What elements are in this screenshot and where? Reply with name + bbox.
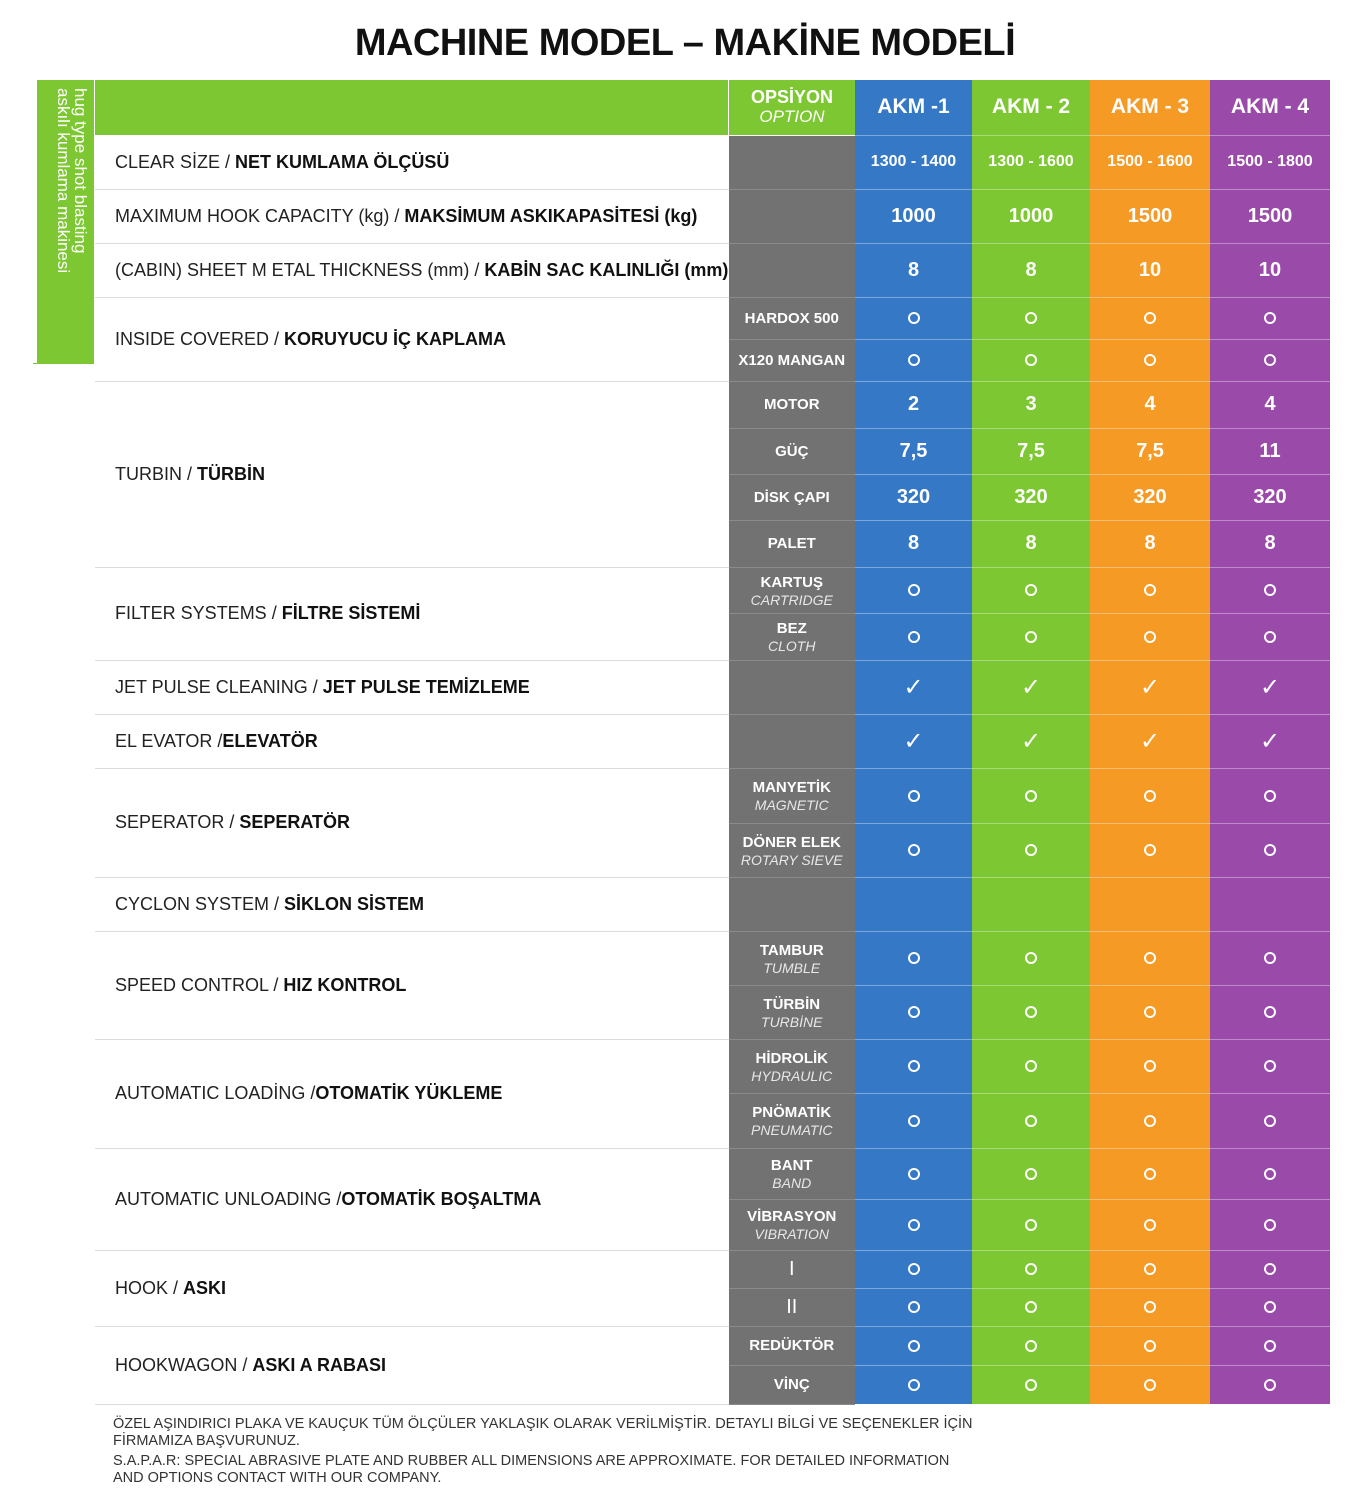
value-cell: 4 <box>1090 381 1210 428</box>
table-row <box>95 714 1330 768</box>
optional-mark <box>1090 985 1210 1039</box>
optional-mark <box>1210 985 1330 1039</box>
option-cell: GÜÇ <box>729 428 856 474</box>
header-option-en: OPTION <box>759 106 825 126</box>
label-en: MAXIMUM HOOK CAPACITY (kg) / <box>115 205 405 226</box>
standard-check: ✓ <box>1210 714 1330 768</box>
optional-mark <box>1090 1288 1210 1326</box>
option-cell: VİNÇ <box>729 1365 856 1404</box>
optional-mark <box>1210 931 1330 985</box>
optional-mark <box>1090 1148 1210 1199</box>
header-model-akm3: AKM - 3 <box>1090 80 1210 135</box>
optional-mark <box>1210 613 1330 660</box>
optional-mark <box>972 1199 1090 1250</box>
header-option-tr: OPSİYON <box>750 86 834 107</box>
table-row <box>95 135 1330 189</box>
value-cell: 1500 <box>1090 189 1210 243</box>
optional-mark <box>972 613 1090 660</box>
label-tr: ASKI A RABASI <box>252 1354 387 1375</box>
value-cell: 10 <box>1210 243 1330 297</box>
value-cell <box>972 877 1090 931</box>
row-label <box>95 660 729 714</box>
label-en: HOOK / <box>115 1277 184 1298</box>
optional-mark <box>972 567 1090 613</box>
option-cell: TÜRBİN TURBİNE <box>729 985 856 1039</box>
option-cell: MOTOR <box>729 381 856 428</box>
optional-mark <box>1090 768 1210 823</box>
label-tr: KABİN SAC KALINLIĞI (mm) <box>484 259 729 280</box>
table-row <box>95 768 1330 823</box>
optional-mark <box>1210 768 1330 823</box>
optional-mark <box>1210 1365 1330 1404</box>
optional-mark <box>1090 613 1210 660</box>
row-label <box>95 714 729 768</box>
value-cell: 320 <box>1210 474 1330 520</box>
option-cell <box>729 660 856 714</box>
optional-mark <box>855 931 972 985</box>
side-tab-divider <box>33 363 94 364</box>
option-cell: HİDROLİK HYDRAULIC <box>729 1039 856 1093</box>
option-cell <box>729 243 856 297</box>
optional-mark <box>1210 1093 1330 1148</box>
optional-mark <box>1090 1250 1210 1288</box>
option-cell <box>729 189 856 243</box>
row-label <box>95 243 729 297</box>
label-tr: ELEVATÖR <box>222 730 318 751</box>
table-row <box>95 660 1330 714</box>
table-header-row <box>95 80 1330 135</box>
value-cell: 2 <box>855 381 972 428</box>
label-tr: MAKSİMUM ASKIKAPASİTESİ (kg) <box>404 205 698 226</box>
standard-check: ✓ <box>855 714 972 768</box>
optional-mark <box>972 768 1090 823</box>
label-tr: SİKLON SİSTEM <box>284 893 425 914</box>
option-cell <box>729 714 856 768</box>
footnote <box>113 1416 973 1490</box>
label-en: HOOKWAGON / <box>115 1354 253 1375</box>
optional-mark <box>855 1365 972 1404</box>
row-label <box>95 877 729 931</box>
label-tr: SEPERATÖR <box>239 812 351 832</box>
spec-table <box>95 80 1330 1405</box>
optional-mark <box>855 339 972 381</box>
label-en: TURBIN / <box>115 463 198 484</box>
optional-mark <box>1090 1326 1210 1365</box>
optional-mark <box>855 1093 972 1148</box>
optional-mark <box>972 985 1090 1039</box>
table-row <box>95 189 1330 243</box>
optional-mark <box>1090 339 1210 381</box>
table-row <box>95 1039 1330 1093</box>
optional-mark <box>972 1326 1090 1365</box>
value-cell: 320 <box>1090 474 1210 520</box>
value-cell: 8 <box>855 243 972 297</box>
optional-mark <box>855 613 972 660</box>
standard-check: ✓ <box>972 660 1090 714</box>
option-cell: BEZ CLOTH <box>729 613 856 660</box>
value-cell: 1500 - 1800 <box>1210 135 1330 189</box>
optional-mark <box>972 339 1090 381</box>
value-cell: 1000 <box>972 189 1090 243</box>
option-cell: PNÖMATİK PNEUMATIC <box>729 1093 856 1148</box>
header-model-akm4: AKM - 4 <box>1210 80 1330 135</box>
optional-mark <box>1210 1288 1330 1326</box>
optional-mark <box>972 1148 1090 1199</box>
optional-mark <box>972 1250 1090 1288</box>
table-row <box>95 297 1330 339</box>
standard-check: ✓ <box>855 660 972 714</box>
optional-mark <box>855 1288 972 1326</box>
value-cell <box>1090 877 1210 931</box>
optional-mark <box>1210 1039 1330 1093</box>
value-cell: 1500 - 1600 <box>1090 135 1210 189</box>
label-en: CYCLON SYSTEM / <box>115 893 285 914</box>
label-en: (CABIN) SHEET M ETAL THICKNESS (mm) / <box>115 259 485 280</box>
optional-mark <box>855 985 972 1039</box>
label-en: SPEED CONTROL / <box>115 974 284 995</box>
option-cell: MANYETİK MAGNETIC <box>729 768 856 823</box>
value-cell: 1300 - 1600 <box>972 135 1090 189</box>
value-cell <box>1210 877 1330 931</box>
table-row <box>95 931 1330 985</box>
row-label <box>95 1148 729 1250</box>
option-cell: KARTUŞ CARTRIDGE <box>729 567 856 613</box>
option-cell: DİSK ÇAPI <box>729 474 856 520</box>
value-cell: 8 <box>972 243 1090 297</box>
label-tr: OTOMATİK YÜKLEME <box>315 1083 503 1103</box>
optional-mark <box>1090 1039 1210 1093</box>
value-cell: 1000 <box>855 189 972 243</box>
value-cell: 4 <box>1210 381 1330 428</box>
optional-mark <box>855 1148 972 1199</box>
option-cell: X120 MANGAN <box>729 339 856 381</box>
optional-mark <box>1210 1148 1330 1199</box>
row-label <box>95 1039 729 1148</box>
label-en: SEPERATOR / <box>115 812 240 832</box>
optional-mark <box>1090 567 1210 613</box>
value-cell: 3 <box>972 381 1090 428</box>
table-row <box>95 243 1330 297</box>
optional-mark <box>1210 297 1330 339</box>
footnote-tr: ÖZEL AŞINDIRICI PLAKA VE KAUÇUK TÜM ÖLÇÜLER YAKLAŞIK OLARAK VERİLMİŞTİR. DETAYLI BİLGİ VE SEÇENEKLER İÇİN FİRMAMIZA BAŞVURUNUZ. <box>113 1416 973 1449</box>
side-tab-line2: askılı kumlama makinesi <box>54 88 73 274</box>
value-cell: 320 <box>855 474 972 520</box>
optional-mark <box>855 1326 972 1365</box>
value-cell: 8 <box>1090 520 1210 567</box>
standard-check: ✓ <box>1090 714 1210 768</box>
label-en: FILTER SYSTEMS / <box>115 603 282 623</box>
value-cell: 8 <box>855 520 972 567</box>
standard-check: ✓ <box>1210 660 1330 714</box>
table-row <box>95 1250 1330 1288</box>
row-label <box>95 1326 729 1404</box>
optional-mark <box>972 1093 1090 1148</box>
optional-mark <box>1090 1093 1210 1148</box>
optional-mark <box>972 823 1090 877</box>
label-tr: NET KUMLAMA ÖLÇÜSÜ <box>235 151 450 172</box>
side-tab-text <box>55 88 89 348</box>
optional-mark <box>1210 567 1330 613</box>
label-tr: ASKI <box>183 1277 227 1298</box>
value-cell: 8 <box>972 520 1090 567</box>
page-title: MACHINE MODEL – MAKİNE MODELİ <box>354 22 1016 64</box>
label-en: CLEAR SİZE / <box>115 151 236 172</box>
label-tr: OTOMATİK BOŞALTMA <box>341 1188 542 1209</box>
label-en: JET PULSE CLEANING / <box>115 676 323 697</box>
table-row <box>95 1148 1330 1199</box>
value-cell: 11 <box>1210 428 1330 474</box>
optional-mark <box>1090 823 1210 877</box>
optional-mark <box>972 931 1090 985</box>
header-option <box>729 80 856 135</box>
header-model-akm2: AKM - 2 <box>972 80 1090 135</box>
optional-mark <box>1210 1326 1330 1365</box>
label-en: EL EVATOR / <box>115 730 223 751</box>
label-en: INSIDE COVERED / <box>115 328 285 349</box>
optional-mark <box>855 1039 972 1093</box>
optional-mark <box>855 823 972 877</box>
optional-mark <box>972 1365 1090 1404</box>
table-row <box>95 877 1330 931</box>
side-tab-line1: hug type shot blasting <box>71 88 90 254</box>
optional-mark <box>855 768 972 823</box>
label-en: AUTOMATIC LOADİNG / <box>115 1083 316 1103</box>
optional-mark <box>1090 1365 1210 1404</box>
table-row <box>95 1326 1330 1365</box>
label-tr: KORUYUCU İÇ KAPLAMA <box>284 328 507 349</box>
footnote-en: S.A.P.A.R: SPECIAL ABRASIVE PLATE AND RUBBER ALL DIMENSIONS ARE APPROXIMATE. FOR DETAILED INFORMATION AND OPTIONS CONTACT WITH OUR COMPANY. <box>113 1453 950 1486</box>
row-label <box>95 567 729 660</box>
optional-mark <box>1210 1199 1330 1250</box>
table-row <box>95 567 1330 613</box>
optional-mark <box>1090 297 1210 339</box>
optional-mark <box>1090 931 1210 985</box>
value-cell: 7,5 <box>1090 428 1210 474</box>
value-cell: 7,5 <box>855 428 972 474</box>
row-label <box>95 189 729 243</box>
option-cell: BANT BAND <box>729 1148 856 1199</box>
value-cell: 1300 - 1400 <box>855 135 972 189</box>
label-tr: HIZ KONTROL <box>283 974 407 995</box>
optional-mark <box>1210 823 1330 877</box>
option-cell: TAMBUR TUMBLE <box>729 931 856 985</box>
label-tr: JET PULSE TEMİZLEME <box>322 676 530 697</box>
optional-mark <box>1210 339 1330 381</box>
optional-mark <box>855 567 972 613</box>
row-label <box>95 381 729 567</box>
value-cell: 320 <box>972 474 1090 520</box>
option-cell: DÖNER ELEK ROTARY SIEVE <box>729 823 856 877</box>
value-cell: 7,5 <box>972 428 1090 474</box>
option-cell: I <box>729 1250 856 1288</box>
row-label <box>95 931 729 1039</box>
optional-mark <box>855 297 972 339</box>
optional-mark <box>855 1199 972 1250</box>
option-cell: VİBRASYON VIBRATION <box>729 1199 856 1250</box>
row-label <box>95 768 729 877</box>
optional-mark <box>1090 1199 1210 1250</box>
option-cell: II <box>729 1288 856 1326</box>
optional-mark <box>855 1250 972 1288</box>
label-tr: FİLTRE SİSTEMİ <box>281 603 421 623</box>
table-row <box>95 381 1330 428</box>
label-tr: TÜRBİN <box>197 463 266 484</box>
option-cell: REDÜKTÖR <box>729 1326 856 1365</box>
optional-mark <box>1210 1250 1330 1288</box>
option-cell: HARDOX 500 <box>729 297 856 339</box>
header-blank <box>95 80 729 135</box>
optional-mark <box>972 1288 1090 1326</box>
value-cell: 1500 <box>1210 189 1330 243</box>
optional-mark <box>972 1039 1090 1093</box>
value-cell <box>855 877 972 931</box>
header-model-akm1: AKM -1 <box>855 80 972 135</box>
standard-check: ✓ <box>972 714 1090 768</box>
row-label <box>95 135 729 189</box>
option-cell <box>729 877 856 931</box>
row-label <box>95 297 729 381</box>
value-cell: 10 <box>1090 243 1210 297</box>
label-en: AUTOMATIC UNLOADING / <box>115 1188 342 1209</box>
optional-mark <box>972 297 1090 339</box>
row-label <box>95 1250 729 1326</box>
value-cell: 8 <box>1210 520 1330 567</box>
option-cell <box>729 135 856 189</box>
option-cell: PALET <box>729 520 856 567</box>
standard-check: ✓ <box>1090 660 1210 714</box>
